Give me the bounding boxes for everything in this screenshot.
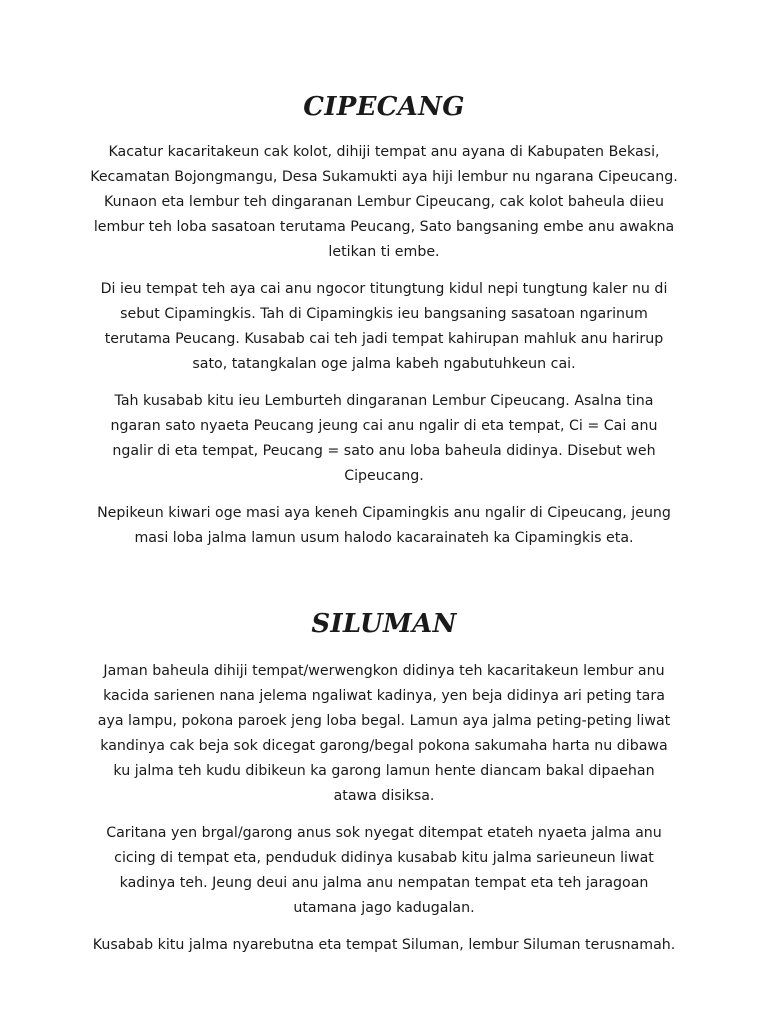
paragraph-cipecang-4: Nepikeun kiwari oge masi aya keneh Cipamingkis anu ngalir di Cipeucang, jeung masi loba jalma lamun usum halodo kacarainateh ka Cipamingkis eta. <box>97 505 671 546</box>
paragraph-cipecang-3: Tah kusabab kitu ieu Lemburteh dingaranan Lembur Cipeucang. Asalna tina ngaran sato nyaeta Peucang jeung cai anu ngalir di eta tempat, Ci = Cai anu ngalir di eta tempat, Peucang = sato anu loba baheula didinya. Disebut weh Cipeucang. <box>110 393 658 484</box>
section-title-cipecang: CIPECANG <box>303 92 465 122</box>
paragraph-siluman-3: Kusabab kitu jalma nyarebutna eta tempat Siluman, lembur Siluman terusnamah. <box>92 937 676 953</box>
paragraph-siluman-1: Jaman baheula dihiji tempat/werwengkon didinya teh kacaritakeun lembur anu kacida sarienen nana jelema ngaliwat kadinya, yen beja didinya ari peting tara aya lampu, pokona paroek jeng loba begal. Lamun aya jalma peting-peting liwat kandinya cak beja sok dicegat garong/begal pokona sakumaha harta nu dibawa ku jalma teh kudu dibikeun ka garong lamun hente diancam bakal dipaehan atawa disiksa. <box>97 663 671 804</box>
paragraph-siluman-2: Caritana yen brgal/garong anus sok nyegat ditempat etateh nyaeta jalma anu cicing di tempat eta, penduduk didinya kusabab kitu jalma sarieuneun liwat kadinya teh. Jeung deui anu jalma anu nempatan tempat eta teh jaragoan utamana jago kadugalan. <box>106 825 662 916</box>
paragraph-cipecang-2: Di ieu tempat teh aya cai anu ngocor titungtung kidul nepi tungtung kaler nu di sebut Cipamingkis. Tah di Cipamingkis ieu bangsaning sasatoan ngarinum terutama Peucang. Kusabab cai teh jadi tempat kahirupan mahluk anu harirup sato, tatangkalan oge jalma kabeh ngabutuhkeun cai. <box>100 281 668 372</box>
paragraph-cipecang-1: Kacatur kacaritakeun cak kolot, dihiji tempat anu ayana di Kabupaten Bekasi, Kecamatan Bojongmangu, Desa Sukamukti aya hiji lembur nu ngarana Cipeucang. Kunaon eta lembur teh dingaranan Lembur Cipeucang, cak kolot baheula diieu lembur teh loba sasatoan terutama Peucang, Sato bangsaning embe anu awakna letikan ti embe. <box>90 144 678 260</box>
section-title-siluman: SILUMAN <box>311 609 457 639</box>
